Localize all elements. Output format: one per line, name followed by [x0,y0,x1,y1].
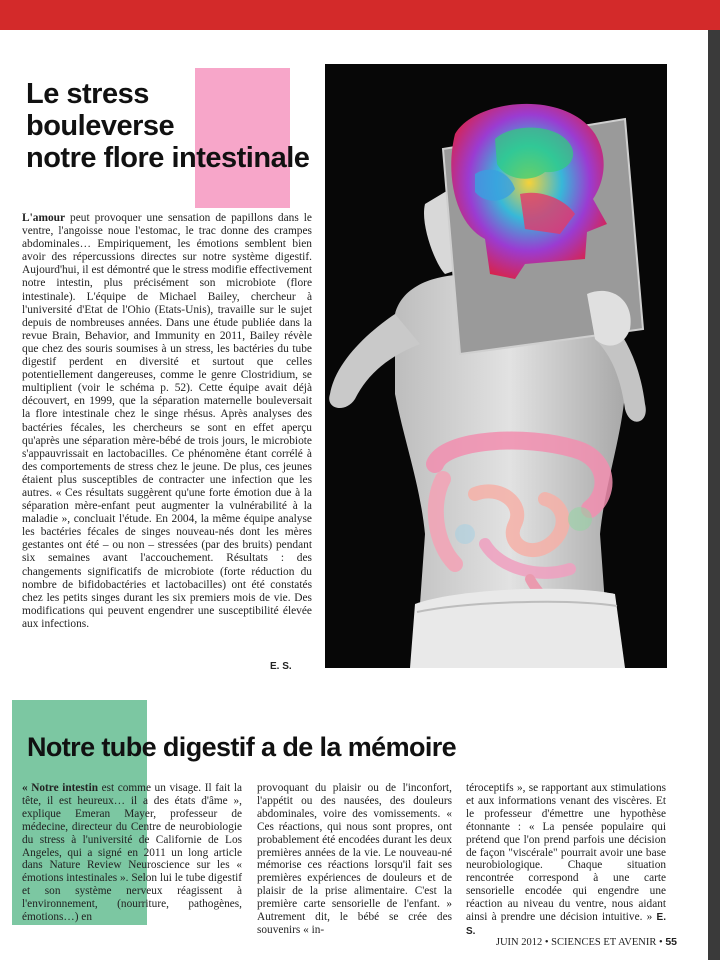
illustration-photo [325,64,667,668]
section-4-signature: E. S. [270,661,292,672]
top-color-band [0,0,720,30]
section-5-column-1-text: est comme un visage. Il fait la tête, il est heureux… il a des états d'âme », explique Emeran Mayer, professeur de médecine, directeur du Centre de neurobiologie du stress à l'université de Californie de Los Angeles, qui a signé en 2011 un long article dans Nature Review Neuroscience sur les « émotions intestinales ». Selon lui le tube digestif et son système nerveux réagissent à l'environnement, (nourriture, pathogènes, émotions…) en [22,782,242,924]
section-5-column-2: provoquant du plaisir ou de l'inconfort, l'appétit ou des nausées, des douleurs abdominales, voire des vomissements. « Ces réactions, qui nous sont propres, ont probablement été encodées durant les deux premières années de la vie. Le nouveau-né mémorise ces réactions lorsqu'il fait ses premières expériences de douleurs et de plaisir de la prise alimentaire. C'est la première carte sensorielle de l'enfant. » Autrement dit, le bébé se crée des souvenirs « in- [257,782,452,936]
page-edge-shadow [708,30,720,960]
section-4-text: peut provoquer une sensation de papillons dans le ventre, l'angoisse noue l'estomac, le trac donne des crampes abdominales… Empiriquement, les émotions semblent bien avoir des répercussions directes sur notre système digestif. Aujourd'hui, il est démontré que le stress modifie effectivement notre intestin, plus précisément son microbiote (flore intestinale). L'équipe de Michael Bailey, chercheur à l'université d'Etat de l'Ohio (Etats-Unis), travaille sur le sujet depuis de nombreuses années. Dans une étude publiée dans la revue Brain, Behavior, and Immunity en 2011, Bailey révèle que chez des souris soumises à un stress, les bactéries du tube digestif perdent en diversité et surtout que celles potentiellement dangereuses, comme le genre Clostridium, se multiplient (voir le schéma p. 52). Cette équipe avait déjà découvert, en 1999, que la séparation maternelle bouleversait la flore intestinale chez le singe rhésus. Après analyses des bactéries fécales, les chercheurs se sont en effet aperçu qu'après une séparation mère-bébé de trois jours, le microbiote s'appauvrissait en lactobacilles. Ce phénomène étant corrélé à des comportements de stress chez le jeune. De plus, ces jeunes étaient plus susceptibles de contracter une infection que les autres. « Ces résultats suggèrent qu'une forte émotion due à la séparation mère-enfant peut augmenter la vulnérabilité à la maladie », concluait l'étude. En 2004, la même équipe analyse les bactéries fécales de singes nouveau-nés dont les mères gestantes ont été – ou non – stressées (par des bruits) pendant six semaines avant l'accouchement. Résultats : des changements significatifs de microbiote (forte réduction du nombre de bifidobactéries et lactobacilles) ont été constatés chez les petits singes durant les six premiers mois de vie. Des modifications qui peuvent engendrer une susceptibilité élevée aux infections. [22,212,313,630]
page-footer [462,936,677,948]
section-5-column-3-text: téroceptifs », se rapportant aux stimulations et aux informations venant des viscères. Et le professeur d'émettre une hypothèse étonnante : « La pensée populaire qui prétend que l'on prend parfois une décision de façon "viscérale" pourrait avoir une base neurobiologique. Chaque situation rencontrée correspond à une carte sensorielle encodée qui engendre une réaction au niveau du ventre, nous aidant ainsi à prendre une décision intuitive. » [466,782,666,924]
torso-brain-illustration [325,64,667,668]
section-5-column-1 [22,782,242,924]
section-4-body [22,212,312,631]
page-number: 55 [665,936,677,948]
section-4-lead-word: L'amour [22,212,66,224]
section-5-column-3 [466,782,666,939]
section-4-title-line: Le stress [26,78,149,110]
section-4-title-line: notre flore intestinale [26,142,310,174]
section-5-lead: « Notre intestin [22,782,98,794]
section-4-title-line: bouleverse [26,110,175,142]
section-5-signature: E. S. [466,912,666,937]
footer-issue: JUIN 2012 • SCIENCES ET AVENIR • [495,937,663,948]
section-4-title [26,78,316,174]
section-5-title: Notre tube digestif a de la mémoire [27,732,457,762]
